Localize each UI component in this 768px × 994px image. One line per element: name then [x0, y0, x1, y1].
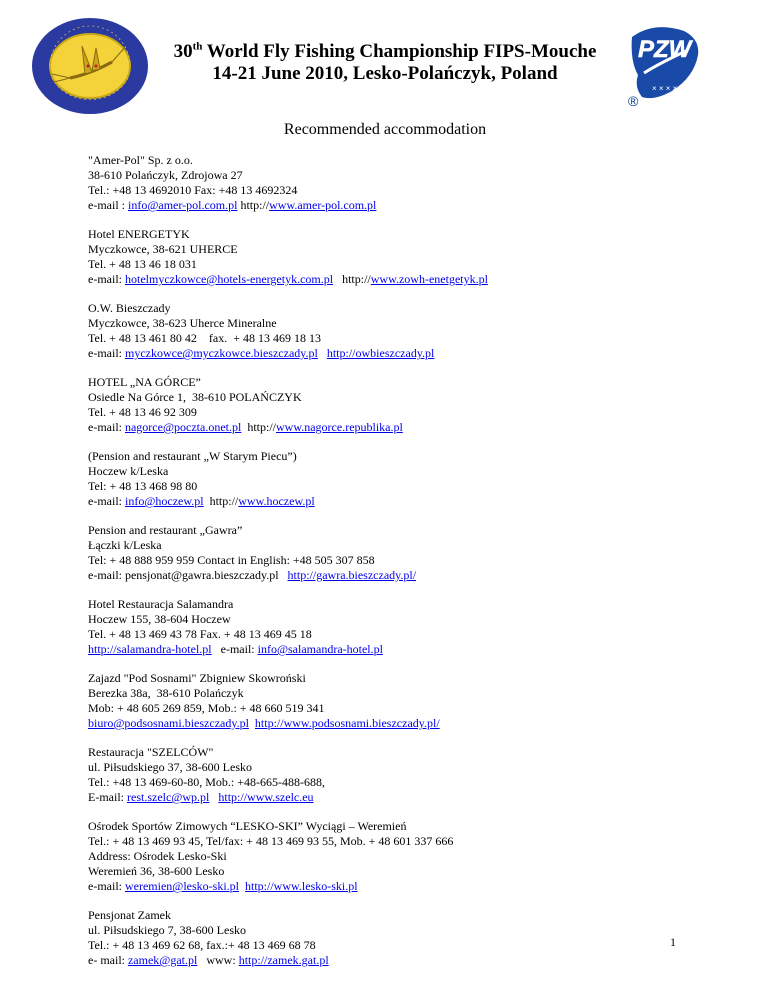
- entry-line: [88, 553, 688, 568]
- entry-link[interactable]: http://owbieszczady.pl: [326, 346, 435, 360]
- entry-line: [88, 449, 688, 464]
- entry-line: [88, 227, 688, 242]
- entry-text: Tel.: + 48 13 469 62 68, fax.:+ 48 13 469 68 78: [88, 938, 316, 952]
- entry-text: Myczkowce, 38-623 Uherce Mineralne: [88, 316, 277, 330]
- entry-line: [88, 953, 688, 968]
- entry-link[interactable]: weremien@lesko-ski.pl: [124, 879, 240, 893]
- entry-line: [88, 864, 688, 879]
- accommodation-entry: [88, 523, 688, 583]
- entry-line: [88, 390, 688, 405]
- accommodation-entry: [88, 227, 688, 287]
- entry-link[interactable]: http://zamek.gat.pl: [238, 953, 329, 967]
- entry-text: Pension and restaurant „Gawra”: [88, 523, 243, 537]
- entry-text: Hotel Restauracja Salamandra: [88, 597, 234, 611]
- entry-line: [88, 494, 688, 509]
- entry-line: [88, 183, 688, 198]
- entry-line: [88, 790, 688, 805]
- entry-text: Weremień 36, 38-600 Lesko: [88, 864, 225, 878]
- entry-link[interactable]: info@hoczew.pl: [124, 494, 204, 508]
- entry-link[interactable]: myczkowce@myczkowce.bieszczady.pl: [124, 346, 318, 360]
- entry-text: Ośrodek Sportów Zimowych “LESKO-SKI” Wyciągi – Weremień: [88, 819, 407, 833]
- entry-line: [88, 168, 688, 183]
- entry-text: Łączki k/Leska: [88, 538, 162, 552]
- entry-line: [88, 568, 688, 583]
- entry-text: ul. Piłsudskiego 7, 38-600 Lesko: [88, 923, 246, 937]
- entry-text: Tel. + 48 13 46 92 309: [88, 405, 197, 419]
- entry-line: [88, 405, 688, 420]
- entry-link[interactable]: www.amer-pol.com.pl: [269, 198, 377, 212]
- entry-text: Tel. + 48 13 469 43 78 Fax. + 48 13 469 45 18: [88, 627, 312, 641]
- accommodation-entry: [88, 671, 688, 731]
- svg-text:PZW: PZW: [638, 36, 692, 63]
- entry-text: e-mail:: [88, 420, 125, 434]
- entry-link[interactable]: hotelmyczkowce@hotels-energetyk.com.pl: [124, 272, 334, 286]
- entry-line: [88, 834, 688, 849]
- entry-text: 38-610 Polańczyk, Zdrojowa 27: [88, 168, 243, 182]
- entry-text: http://: [241, 420, 276, 434]
- entry-link[interactable]: http://salamandra-hotel.pl: [88, 642, 212, 656]
- entry-line: [88, 819, 688, 834]
- entry-line: [88, 597, 688, 612]
- entry-line: [88, 301, 688, 316]
- entry-text: Berezka 38a, 38-610 Polańczyk: [88, 686, 244, 700]
- entry-text: Hoczew k/Leska: [88, 464, 169, 478]
- entry-text: http://: [203, 494, 239, 508]
- entry-line: [88, 346, 688, 361]
- entry-text: Tel.: +48 13 4692010 Fax: +48 13 4692324: [88, 183, 298, 197]
- entry-text: Tel. + 48 13 46 18 031: [88, 257, 197, 271]
- title-superscript: th: [192, 40, 203, 53]
- entry-text: e-mail:: [88, 494, 125, 508]
- title-line2: 14-21 June 2010, Lesko-Polańczyk, Poland: [212, 63, 558, 84]
- accommodation-entry: [88, 908, 688, 968]
- entry-line: [88, 272, 688, 287]
- entry-line: [88, 153, 688, 168]
- entry-line: [88, 701, 688, 716]
- entry-link[interactable]: nagorce@poczta.onet.pl: [124, 420, 242, 434]
- entry-line: [88, 198, 688, 213]
- entry-text: Osiedle Na Górce 1, 38-610 POLAŃCZYK: [88, 390, 302, 404]
- entry-text: E-mail:: [88, 790, 127, 804]
- fips-mouche-logo: [30, 16, 150, 116]
- entry-text: Tel.: +48 13 469-60-80, Mob.: +48-665-488-688,: [88, 775, 326, 789]
- entry-text: (Pension and restaurant „W Starym Piecu”): [88, 449, 297, 463]
- entry-text: HOTEL „NA GÓRCE”: [88, 375, 201, 389]
- entry-line: [88, 938, 688, 953]
- entry-line: [88, 316, 688, 331]
- entry-line: [88, 879, 688, 894]
- entry-link[interactable]: info@amer-pol.com.pl: [127, 198, 238, 212]
- entry-line: [88, 420, 688, 435]
- entry-link[interactable]: zamek@gat.pl: [127, 953, 198, 967]
- entry-text: Address: Ośrodek Lesko-Ski: [88, 849, 227, 863]
- document-title: [150, 41, 620, 85]
- entry-text: e-mail:: [211, 642, 258, 656]
- entry-line: [88, 849, 688, 864]
- entry-text: e-mail:: [88, 272, 125, 286]
- entry-line: [88, 671, 688, 686]
- entry-line: [88, 331, 688, 346]
- entry-text: Tel: + 48 888 959 959 Contact in English: +48 505 307 858: [88, 553, 375, 567]
- entry-text: Hoczew 155, 38-604 Hoczew: [88, 612, 231, 626]
- entry-text: http://: [237, 198, 270, 212]
- page-subtitle: Recommended accommodation: [283, 121, 487, 138]
- entry-link[interactable]: www.nagorce.republika.pl: [276, 420, 403, 434]
- entry-line: [88, 479, 688, 494]
- entry-text: Zajazd "Pod Sosnami" Zbigniew Skowroński: [88, 671, 306, 685]
- entry-text: Tel: + 48 13 468 98 80: [88, 479, 198, 493]
- accommodation-list: [88, 153, 688, 982]
- entry-link[interactable]: http://www.lesko-ski.pl: [245, 879, 358, 893]
- entry-line: [88, 538, 688, 553]
- entry-line: [88, 686, 688, 701]
- entry-line: [88, 908, 688, 923]
- entry-line: [88, 464, 688, 479]
- entry-line: [88, 775, 688, 790]
- entry-text: e-mail: pensjonat@gawra.bieszczady.pl: [88, 568, 288, 582]
- entry-line: [88, 375, 688, 390]
- entry-line: [88, 523, 688, 538]
- entry-text: Mob: + 48 605 269 859, Mob.: + 48 660 519 341: [88, 701, 325, 715]
- entry-text: www:: [197, 953, 239, 967]
- accommodation-entry: [88, 745, 688, 805]
- entry-text: e- mail:: [88, 953, 128, 967]
- accommodation-entry: [88, 153, 688, 213]
- entry-text: "Amer-Pol" Sp. z o.o.: [88, 153, 193, 167]
- entry-text: Tel. + 48 13 461 80 42 fax. + 48 13 469 18 13: [88, 331, 322, 345]
- entry-text: Pensjonat Zamek: [88, 908, 171, 922]
- entry-link[interactable]: http://www.szelc.eu: [218, 790, 314, 804]
- entry-link[interactable]: www.zowh-enetgetyk.pl: [370, 272, 488, 286]
- entry-text: O.W. Bieszczady: [88, 301, 171, 315]
- accommodation-entry: [88, 375, 688, 435]
- entry-text: Myczkowce, 38-621 UHERCE: [88, 242, 238, 256]
- title-text: World Fly Fishing Championship FIPS-Mouche: [202, 41, 597, 62]
- entry-line: [88, 642, 688, 657]
- entry-text: Hotel ENERGETYK: [88, 227, 190, 241]
- entry-text: [209, 790, 218, 804]
- entry-line: [88, 627, 688, 642]
- entry-line: [88, 760, 688, 775]
- entry-text: e-mail:: [88, 346, 125, 360]
- entry-line: [88, 745, 688, 760]
- accommodation-entry: [88, 449, 688, 509]
- entry-line: [88, 923, 688, 938]
- entry-link[interactable]: info@salamandra-hotel.pl: [257, 642, 383, 656]
- svg-text:× × × × ×: × × × × ×: [652, 84, 685, 93]
- accommodation-entry: [88, 819, 688, 894]
- title-number: 30: [173, 41, 193, 62]
- entry-line: [88, 716, 688, 731]
- entry-line: [88, 242, 688, 257]
- entry-text: [318, 346, 327, 360]
- entry-text: ul. Piłsudskiego 37, 38-600 Lesko: [88, 760, 252, 774]
- entry-link[interactable]: biuro@podsosnami.bieszczady.pl: [88, 716, 249, 730]
- entry-link[interactable]: http://gawra.bieszczady.pl/: [287, 568, 417, 582]
- entry-link[interactable]: rest.szelc@wp.pl: [127, 790, 210, 804]
- accommodation-entry: [88, 301, 688, 361]
- entry-line: [88, 257, 688, 272]
- registered-mark: ®: [628, 93, 639, 109]
- entry-line: [88, 612, 688, 627]
- entry-text: e-mail:: [88, 879, 125, 893]
- accommodation-entry: [88, 597, 688, 657]
- entry-link[interactable]: http://www.podsosnami.bieszczady.pl/: [254, 716, 440, 730]
- entry-link[interactable]: www.hoczew.pl: [238, 494, 315, 508]
- page-number: 1: [670, 935, 676, 949]
- entry-text: Restauracja "SZELCÓW": [88, 745, 214, 759]
- entry-text: e-mail :: [88, 198, 128, 212]
- entry-text: http://: [333, 272, 371, 286]
- entry-text: Tel.: + 48 13 469 93 45, Tel/fax: + 48 13 469 93 55, Mob. + 48 601 337 666: [88, 834, 454, 848]
